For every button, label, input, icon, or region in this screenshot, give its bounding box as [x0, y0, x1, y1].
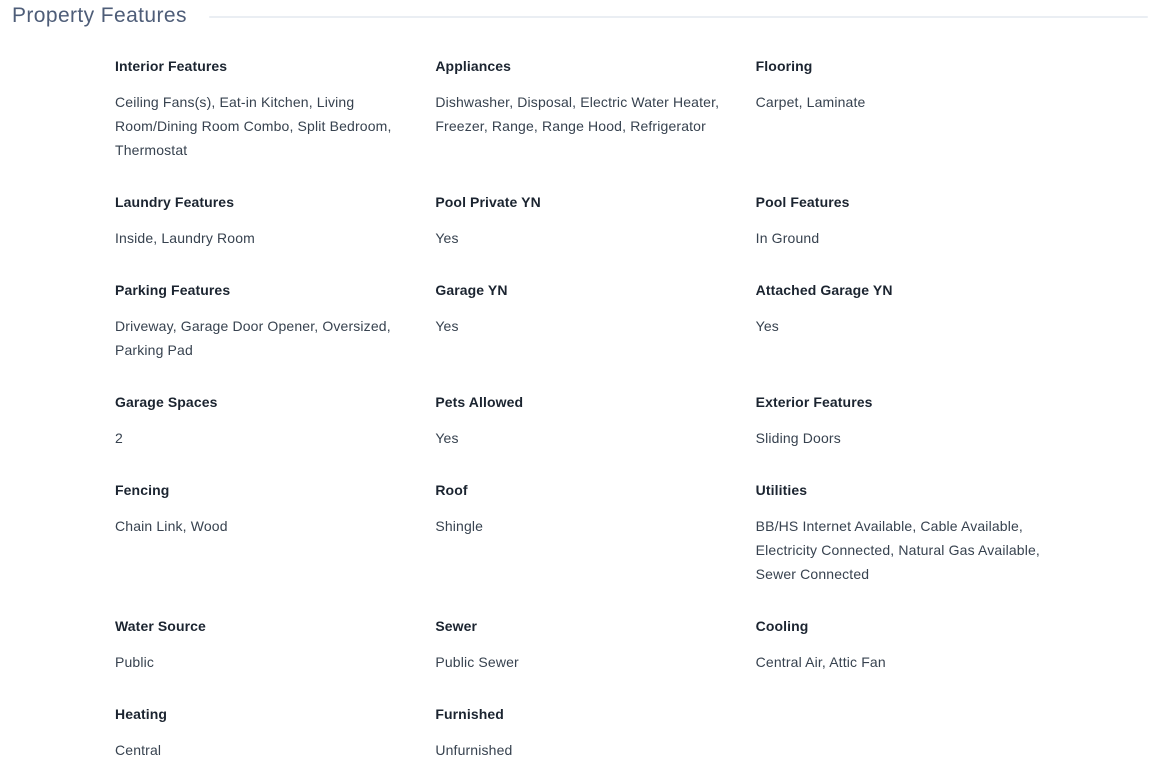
feature-value: Public: [115, 654, 155, 670]
feature-field: [115, 195, 405, 250]
feature-value: Shingle: [435, 518, 484, 534]
feature-label: Interior Features: [115, 58, 228, 74]
feature-field: [115, 395, 405, 450]
feature-label: Cooling: [755, 618, 809, 634]
feature-value: Central Air, Attic Fan: [755, 654, 886, 670]
feature-label: Appliances: [435, 58, 512, 74]
feature-value: 2: [115, 430, 123, 446]
feature-value: Ceiling Fans(s), Eat-in Kitchen, Living Room/Dining Room Combo, Split Bedroom, Thermostat: [115, 94, 392, 158]
feature-field: [756, 619, 1046, 674]
feature-value: Public Sewer: [435, 654, 519, 670]
feature-value: Carpet, Laminate: [755, 94, 866, 110]
feature-value: In Ground: [755, 230, 820, 246]
feature-value: Sliding Doors: [755, 430, 841, 446]
feature-label: Fencing: [115, 482, 170, 498]
feature-field: [756, 59, 1046, 162]
feature-value: BB/HS Internet Available, Cable Available, Electricity Connected, Natural Gas Available, Sewer Connected: [755, 518, 1040, 582]
feature-label: Utilities: [755, 482, 808, 498]
feature-field: [756, 483, 1046, 586]
feature-field: [115, 707, 405, 762]
feature-label: Parking Features: [115, 282, 231, 298]
feature-field: [115, 283, 405, 362]
feature-field: [435, 707, 725, 762]
feature-field: [435, 619, 725, 674]
feature-value: Driveway, Garage Door Opener, Oversized, Parking Pad: [115, 318, 391, 358]
feature-field: [756, 195, 1046, 250]
feature-field: [435, 59, 725, 162]
feature-label: Garage YN: [435, 282, 508, 298]
feature-label: Laundry Features: [115, 194, 235, 210]
section-header: [12, 4, 1152, 28]
feature-value: Yes: [755, 318, 779, 334]
section-title: Property Features: [12, 4, 187, 27]
feature-field: [435, 483, 725, 586]
feature-label: Attached Garage YN: [755, 282, 893, 298]
feature-field: [435, 395, 725, 450]
feature-field: [435, 283, 725, 362]
feature-label: Heating: [115, 706, 168, 722]
feature-label: Pool Private YN: [435, 194, 541, 210]
feature-label: Pets Allowed: [435, 394, 524, 410]
feature-label: Flooring: [755, 58, 813, 74]
feature-label: Furnished: [435, 706, 504, 722]
feature-field: [756, 283, 1046, 362]
feature-value: Central: [115, 742, 162, 758]
feature-label: Roof: [435, 482, 468, 498]
feature-value: Unfurnished: [435, 742, 513, 758]
feature-field: [115, 483, 405, 586]
features-grid: [115, 59, 1046, 762]
feature-label: Garage Spaces: [115, 394, 218, 410]
feature-value: Yes: [435, 230, 459, 246]
feature-value: Yes: [435, 430, 459, 446]
feature-value: Dishwasher, Disposal, Electric Water Heater, Freezer, Range, Range Hood, Refrigerator: [435, 94, 720, 134]
feature-field: [435, 195, 725, 250]
feature-field: [115, 619, 405, 674]
feature-label: Sewer: [435, 618, 478, 634]
feature-label: Pool Features: [755, 194, 850, 210]
feature-value: Yes: [435, 318, 459, 334]
section-divider: [209, 16, 1148, 18]
feature-value: Chain Link, Wood: [115, 518, 228, 534]
feature-field: [115, 59, 405, 162]
feature-field: [756, 395, 1046, 450]
feature-value: Inside, Laundry Room: [115, 230, 255, 246]
feature-label: Exterior Features: [755, 394, 873, 410]
feature-label: Water Source: [115, 618, 206, 634]
